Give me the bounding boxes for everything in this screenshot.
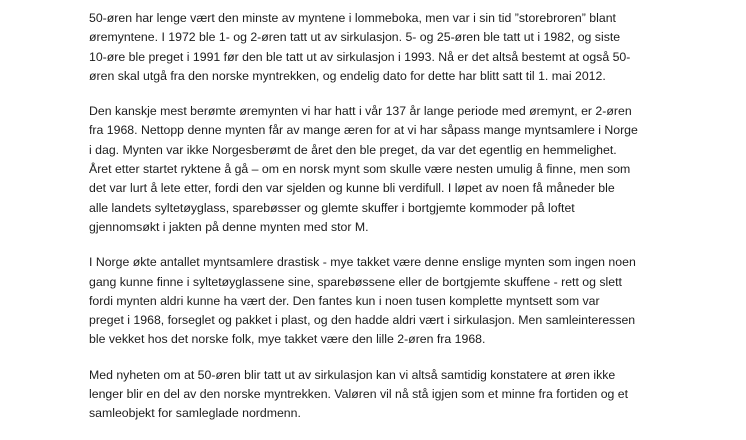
paragraph-1-line: øren skal utgå fra den norske myntrekken, og endelig dato for dette har blitt satt til 1. mai 2012. <box>89 68 606 83</box>
paragraph-4-line: Med nyheten om at 50-øren blir tatt ut av sirkulasjon kan vi altså samtidig konstatere at øren ikke <box>89 367 616 382</box>
paragraph-2-line: det var lurt å lete etter, fordi den var sjelden og kunne bli verdifull. I løpet av noen få måneder ble <box>89 181 615 196</box>
paragraph-4-line: lenger blir en del av den norske myntrekken. Valøren vil nå stå igjen som et minne fra fortiden og et <box>89 387 629 402</box>
paragraph-3-line: preget i 1968, forseglet og pakket i plast, og den hadde aldri vært i sirkulasjon. Men samleinteressen <box>89 313 636 328</box>
paragraph-1-line: øremyntene. I 1972 ble 1- og 2-øren tatt ut av sirkulasjon. 5- og 25-øren ble tatt ut i 1982, og siste <box>89 30 621 45</box>
paragraph-1-line: 10-øre ble preget i 1991 før den ble tatt ut av sirkulasjon i 1993. Nå er det altså bestemt at også 50- <box>89 49 631 64</box>
paragraph-2-line: Året etter startet ryktene å gå – om en norsk mynt som skulle være nesten umulig å finne, men som <box>89 162 631 177</box>
paragraph-3-line: fordi mynten aldri kunne ha vært der. Den fantes kun i noen tusen komplette myntsett som var <box>89 293 600 308</box>
paragraph-2-line: gjennomsøkt i jakten på denne mynten med stor M. <box>89 219 369 234</box>
paragraph-2-line: Den kanskje mest berømte øremynten vi har hatt i vår 137 år lange periode med øremynt, er 2-øren <box>89 104 632 119</box>
article-body <box>89 9 679 440</box>
paragraph-2-line: alle landets syltetøyglass, sparebøsser og glemte skuffer i bortgjemte kommoder på loftet <box>89 200 575 215</box>
paragraph-2-line: i dag. Mynten var ikke Norgesberømt de året den ble preget, da var det egentlig en hemmelighet. <box>89 142 617 157</box>
paragraph-1-line: 50-øren har lenge vært den minste av myntene i lommeboka, men var i sin tid ”storebroren” blant <box>89 11 616 25</box>
paragraph-4-line: samleobjekt for samleglade nordmenn. <box>89 406 301 421</box>
paragraph-4 <box>89 366 679 424</box>
paragraph-3-line: I Norge økte antallet myntsamlere drastisk - mye takket være denne enslige mynten som ingen noen <box>89 255 636 270</box>
paragraph-2 <box>89 102 679 237</box>
paragraph-3-line: gang kunne finne i syltetøyglassene sine, sparebøssene eller de bortgjemte skuffene - rett og slett <box>89 274 622 289</box>
paragraph-3 <box>89 253 679 349</box>
paragraph-2-line: fra 1968. Nettopp denne mynten får av mange æren for at vi har såpass mange myntsamlere i Norge <box>89 123 638 138</box>
paragraph-3-line: ble vekket hos det norske folk, mye takket være den lille 2-øren fra 1968. <box>89 332 486 347</box>
paragraph-1 <box>89 9 679 86</box>
